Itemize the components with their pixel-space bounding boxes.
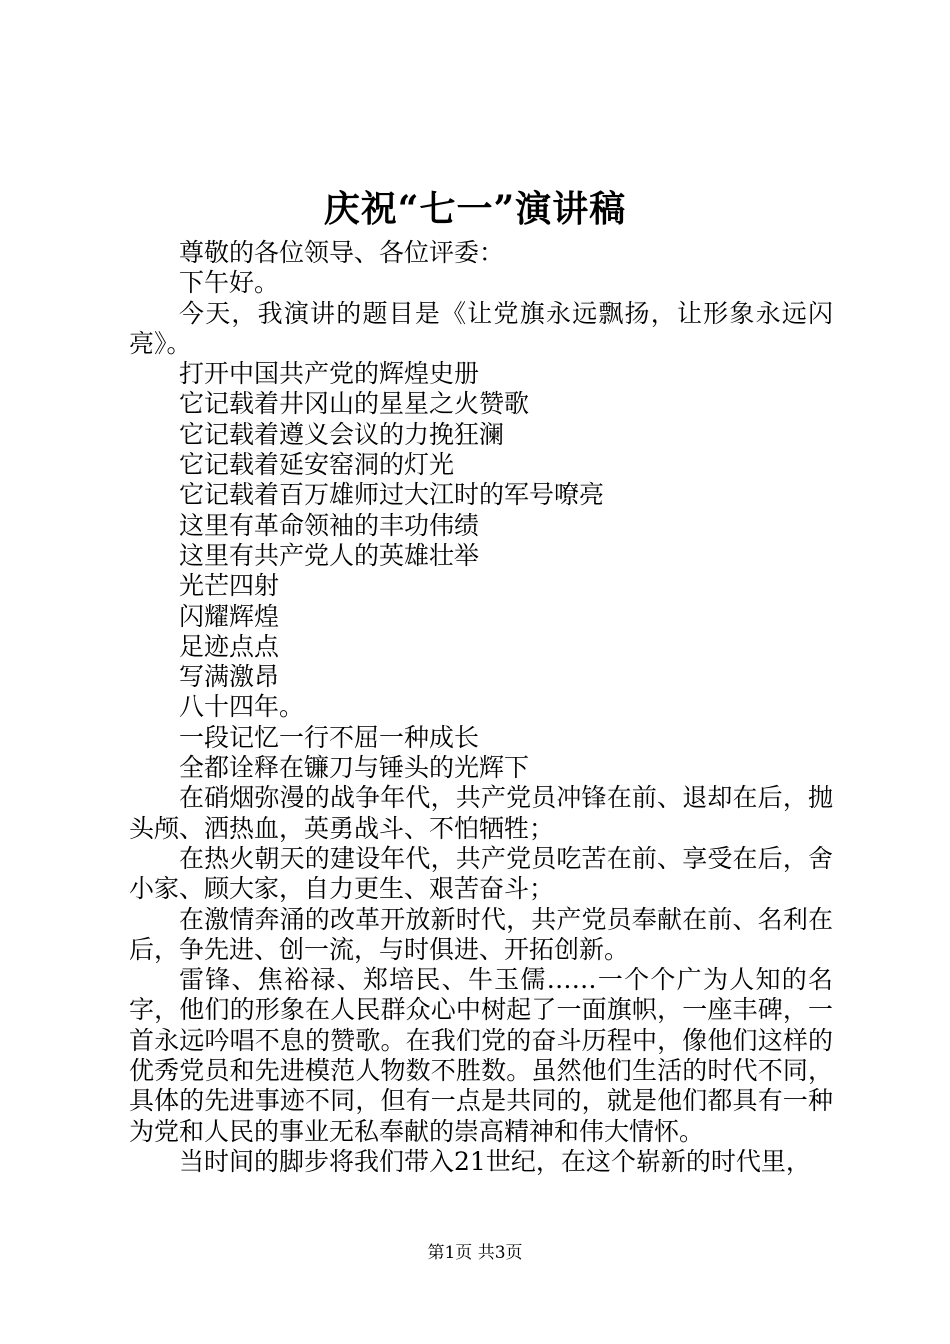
paragraph: 当时间的脚步将我们带入21世纪，在这个崭新的时代里， <box>179 1146 811 1176</box>
paragraph: 这里有革命领袖的丰功伟绩 <box>179 510 480 540</box>
document-title: 庆祝“七一”演讲稿 <box>323 188 627 230</box>
paragraph: 在硝烟弥漫的战争年代，共产党员冲锋在前、退却在后，抛头颅、洒热血，英勇战斗、不怕牺牲； <box>129 783 833 843</box>
paragraph: 它记载着遵义会议的力挽狂澜 <box>179 419 505 449</box>
paragraph: 一段记忆一行不屈一种成长 <box>179 722 480 752</box>
paragraph: 全都诠释在镰刀与锤头的光辉下 <box>179 753 530 783</box>
document-body <box>129 238 833 1177</box>
paragraph: 打开中国共产党的辉煌史册 <box>179 359 480 389</box>
paragraph: 写满激昂 <box>179 662 280 692</box>
paragraph: 足迹点点 <box>179 631 280 661</box>
paragraph: 它记载着井冈山的星星之火赞歌 <box>179 389 530 419</box>
paragraph: 尊敬的各位领导、各位评委： <box>179 238 505 267</box>
paragraph: 下午好。 <box>179 268 280 298</box>
paragraph: 闪耀辉煌 <box>179 601 280 631</box>
page-number-footer: 第1页 共3页 <box>427 1243 523 1263</box>
paragraph: 八十四年。 <box>179 692 305 722</box>
paragraph: 光芒四射 <box>179 571 280 601</box>
paragraph: 在热火朝天的建设年代，共产党员吃苦在前、享受在后，舍小家、顾大家，自力更生、艰苦奋斗； <box>129 843 833 904</box>
paragraph: 在激情奔涌的改革开放新时代，共产党员奉献在前、名利在后，争先进、创一流，与时俱进、开拓创新。 <box>129 904 833 964</box>
paragraph: 今天，我演讲的题目是《让党旗永远飘扬，让形象永远闪亮》。 <box>129 298 833 358</box>
paragraph: 它记载着百万雄师过大江时的军号嘹亮 <box>179 480 605 510</box>
paragraph: 雷锋、焦裕禄、郑培民、牛玉儒……一个个广为人知的名字，他们的形象在人民群众心中树起了一面旗帜，一座丰碑，一首永远吟唱不息的赞歌。在我们党的奋斗历程中，像他们这样的优秀党员和先进模范人物数不胜数。虽然他们生活的时代不同，具体的先进事迹不同，但有一点是共同的，就是他们都具有一种为党和人民的事业无私奉献的崇高精神和伟大情怀。 <box>129 965 833 1146</box>
paragraph: 它记载着延安窑洞的灯光 <box>179 450 455 480</box>
paragraph: 这里有共产党人的英雄壮举 <box>179 540 480 570</box>
